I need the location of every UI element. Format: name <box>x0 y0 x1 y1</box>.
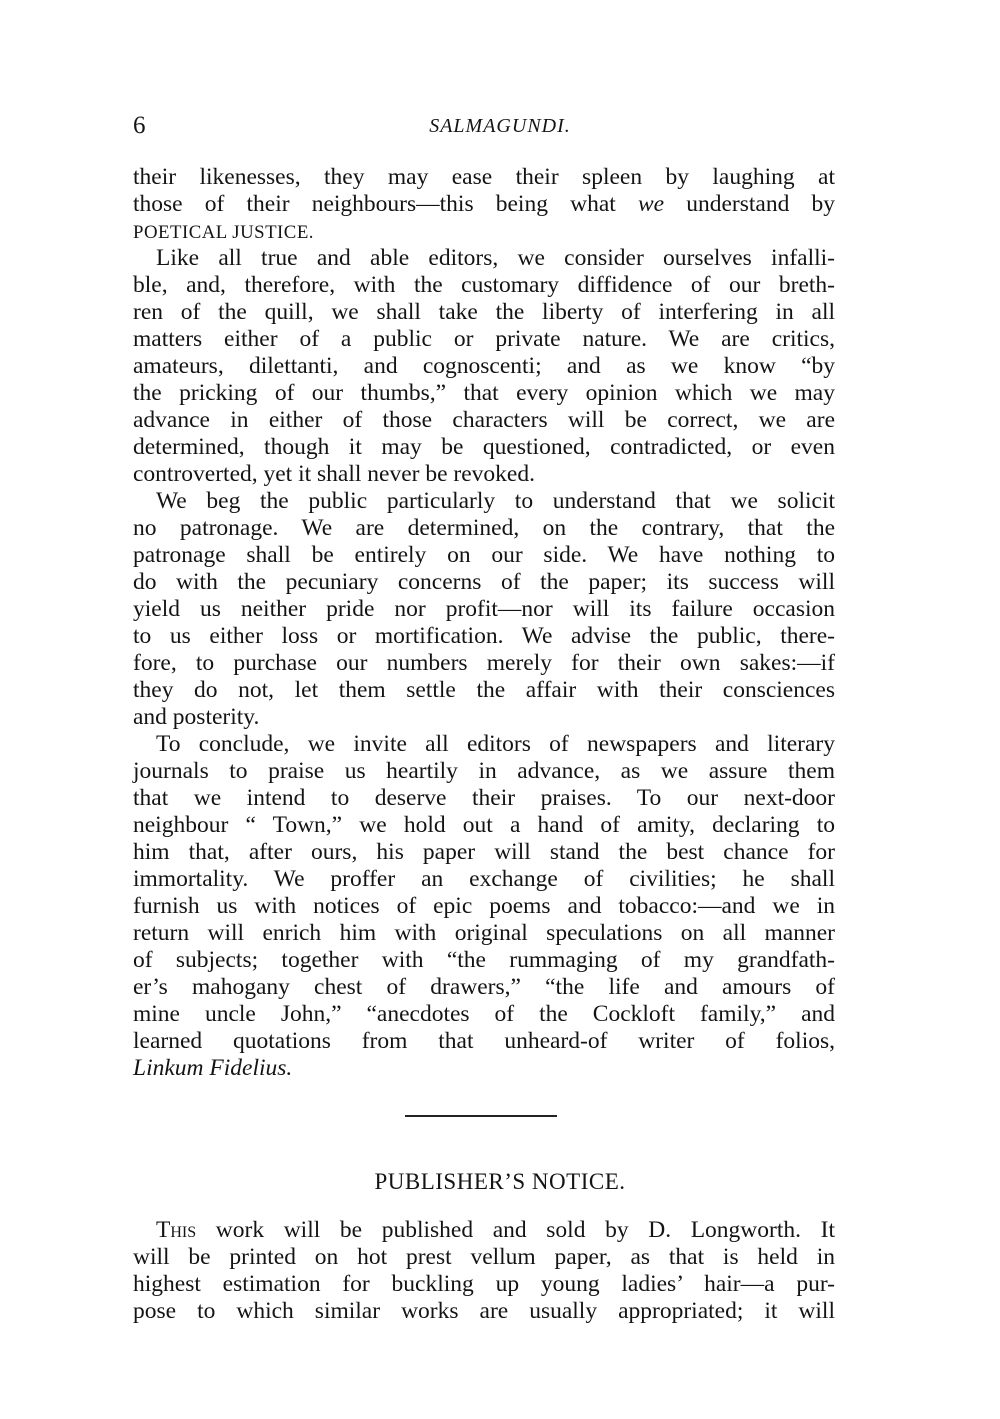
text-line <box>133 974 835 1001</box>
text-segment: the pricking of our thumbs,” that every opinion which we may <box>133 380 835 406</box>
text-line <box>133 758 835 785</box>
text-line <box>133 353 835 380</box>
text-line <box>133 596 835 623</box>
text-line <box>133 839 835 866</box>
text-segment: We beg the public particularly to understand that we solicit <box>156 488 835 514</box>
text-line <box>133 191 835 218</box>
text-segment: ble, and, therefore, with the customary diffidence of our breth- <box>133 272 835 298</box>
text-line <box>133 407 835 434</box>
text-segment: mine uncle John,” “anecdotes of the Cockloft family,” and <box>133 1001 835 1027</box>
text-line <box>133 893 835 920</box>
text-segment: do with the pecuniary concerns of the paper; its success will <box>133 569 835 595</box>
text-line <box>156 1217 835 1244</box>
text-segment: their likenesses, they may ease their spleen by laughing at <box>133 164 835 190</box>
text-segment: amateurs, dilettanti, and cognoscenti; and as we know “by <box>133 353 835 379</box>
text-line <box>133 1028 835 1055</box>
text-segment: This <box>156 1217 197 1243</box>
text-segment: ren of the quill, we shall take the liberty of interfering in all <box>133 299 835 325</box>
running-title: SALMAGUNDI. <box>429 115 571 137</box>
text-line <box>133 1001 835 1028</box>
text-line <box>133 569 835 596</box>
text-line <box>133 380 835 407</box>
text-line <box>133 272 835 299</box>
text-segment: those of their neighbours—this being what <box>133 191 638 217</box>
text-segment: work will be published and sold by D. Longworth. It <box>196 1217 835 1243</box>
text-segment: no patronage. We are determined, on the contrary, that the <box>133 515 835 541</box>
text-segment: To conclude, we invite all editors of newspapers and literary <box>156 731 835 757</box>
text-segment: controverted, yet it shall never be revoked. <box>133 461 535 487</box>
text-segment: that we intend to deserve their praises. To our next-door <box>133 785 835 811</box>
text-segment: neighbour “ Town,” we hold out a hand of amity, declaring to <box>133 812 835 838</box>
text-segment: highest estimation for buckling up young ladies’ hair—a pur- <box>133 1271 835 1297</box>
text-line <box>133 1244 835 1271</box>
text-line <box>133 623 835 650</box>
text-line <box>133 164 835 191</box>
text-line <box>156 731 835 758</box>
section-divider <box>405 1115 557 1117</box>
text-line <box>133 218 835 246</box>
text-segment: immortality. We proffer an exchange of civilities; he shall <box>133 866 835 892</box>
text-segment: of subjects; together with “the rummaging of my grandfath- <box>133 947 835 973</box>
text-line <box>156 488 835 515</box>
text-segment: Like all true and able editors, we consider ourselves infalli- <box>156 245 835 271</box>
text-segment: return will enrich him with original speculations on all manner <box>133 920 835 946</box>
text-segment: to us either loss or mortification. We advise the public, there- <box>133 623 835 649</box>
text-segment: matters either of a public or private nature. We are critics, <box>133 326 835 352</box>
text-line <box>133 947 835 974</box>
text-segment: determined, though it may be questioned, contradicted, or even <box>133 434 835 460</box>
text-line <box>133 785 835 812</box>
text-line <box>133 515 835 542</box>
text-line <box>133 461 835 488</box>
text-line <box>133 542 835 569</box>
text-line <box>133 434 835 461</box>
text-segment: patronage shall be entirely on our side. We have nothing to <box>133 542 835 568</box>
text-line <box>133 1271 835 1298</box>
text-line <box>156 245 835 272</box>
text-segment: furnish us with notices of epic poems and tobacco:—and we in <box>133 893 835 919</box>
text-line <box>133 812 835 839</box>
text-line <box>133 326 835 353</box>
text-line <box>133 1055 835 1082</box>
text-segment: him that, after ours, his paper will stand the best chance for <box>133 839 835 865</box>
text-segment: pose to which similar works are usually appropriated; it will <box>133 1298 835 1324</box>
text-line <box>133 1298 835 1325</box>
text-segment: learned quotations from that unheard-of writer of folios, <box>133 1028 835 1054</box>
section-heading: PUBLISHER’S NOTICE. <box>374 1169 626 1194</box>
text-segment: yield us neither pride nor profit—nor will its failure occasion <box>133 596 835 622</box>
text-line <box>133 677 835 704</box>
text-segment: they do not, let them settle the affair with their consciences <box>133 677 835 703</box>
text-line <box>133 704 835 731</box>
text-segment: journals to praise us heartily in advance, as we assure them <box>133 758 835 784</box>
text-segment: POETICAL JUSTICE. <box>133 222 315 243</box>
text-segment: Linkum Fidelius. <box>133 1055 293 1081</box>
text-segment: will be printed on hot prest vellum paper, as that is held in <box>133 1244 835 1270</box>
text-segment: fore, to purchase our numbers merely for their own sakes:—if <box>133 650 835 676</box>
page-number: 6 <box>133 112 146 139</box>
text-line <box>133 650 835 677</box>
text-line <box>133 866 835 893</box>
text-segment: and posterity. <box>133 704 260 730</box>
text-segment: advance in either of those characters will be correct, we are <box>133 407 835 433</box>
text-line <box>133 299 835 326</box>
text-segment: we <box>637 191 665 217</box>
text-segment: understand by <box>664 191 835 217</box>
text-line <box>133 920 835 947</box>
text-segment: er’s mahogany chest of drawers,” “the life and amours of <box>133 974 835 1000</box>
